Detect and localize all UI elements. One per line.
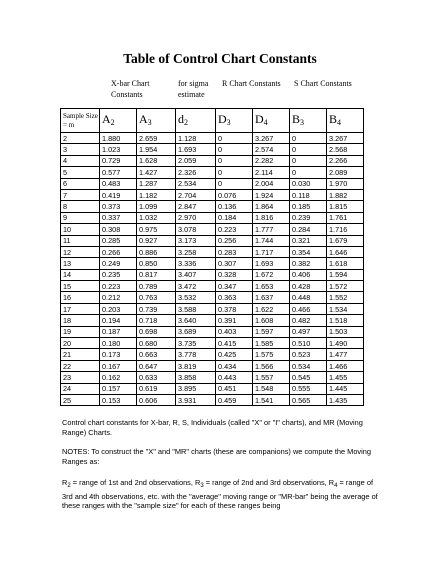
table-cell: 9 — [61, 212, 100, 223]
table-cell: 1.032 — [137, 212, 176, 223]
table-cell: 0.565 — [290, 394, 327, 405]
table-cell: 0.321 — [290, 235, 327, 246]
table-cell: 2.266 — [327, 155, 364, 166]
table-cell: 0.347 — [216, 281, 253, 292]
table-cell: 0 — [290, 133, 327, 144]
table-cell: 15 — [61, 281, 100, 292]
table-row — [61, 201, 364, 212]
table-cell: 0 — [216, 167, 253, 178]
table-cell: 1.608 — [253, 315, 290, 326]
table-cell: 0.194 — [100, 315, 137, 326]
table-cell: 0.307 — [216, 258, 253, 269]
table-cell: 0.663 — [137, 349, 176, 360]
table-row — [61, 303, 364, 314]
table-row — [61, 394, 364, 405]
table-cell: 2.704 — [176, 189, 216, 200]
table-cell: 0.434 — [216, 360, 253, 371]
table-cell: 3.931 — [176, 394, 216, 405]
table-cell: 0.203 — [100, 303, 137, 314]
table-cell: 3.336 — [176, 258, 216, 269]
table-cell: 4 — [61, 155, 100, 166]
table-cell: 0.239 — [290, 212, 327, 223]
table-cell: 1.882 — [327, 189, 364, 200]
table-cell: 3.472 — [176, 281, 216, 292]
table-row — [61, 133, 364, 144]
column-header-d4: $D_4$ — [253, 109, 290, 133]
table-cell: 0.886 — [137, 246, 176, 257]
table-cell: 3.267 — [327, 133, 364, 144]
table-cell: 0.483 — [100, 178, 137, 189]
table-cell: 1.572 — [327, 281, 364, 292]
table-cell: 0.419 — [100, 189, 137, 200]
table-cell: 0.545 — [290, 372, 327, 383]
table-cell: 0.180 — [100, 338, 137, 349]
table-cell: 0.391 — [216, 315, 253, 326]
table-cell: 3.267 — [253, 133, 290, 144]
table-row — [61, 372, 364, 383]
table-cell: 2.282 — [253, 155, 290, 166]
table-cell: 3.588 — [176, 303, 216, 314]
table-cell: 0.415 — [216, 338, 253, 349]
table-cell: 1.445 — [327, 383, 364, 394]
table-cell: 3.173 — [176, 235, 216, 246]
table-cell: 18 — [61, 315, 100, 326]
table-cell: 0.466 — [290, 303, 327, 314]
table-cell: 0.443 — [216, 372, 253, 383]
table-cell: 0.308 — [100, 224, 137, 235]
table-cell: 0.459 — [216, 394, 253, 405]
table-cell: 0.729 — [100, 155, 137, 166]
table-cell: 1.427 — [137, 167, 176, 178]
table-cell: 1.864 — [253, 201, 290, 212]
table-cell: 1.679 — [327, 235, 364, 246]
column-header-d2: $d_2$ — [176, 109, 216, 133]
table-row — [61, 360, 364, 371]
table-row — [61, 269, 364, 280]
table-cell: 3.689 — [176, 326, 216, 337]
table-cell: 1.637 — [253, 292, 290, 303]
table-cell: 0.235 — [100, 269, 137, 280]
table-cell: 1.597 — [253, 326, 290, 337]
table-cell: 1.490 — [327, 338, 364, 349]
table-cell: 1.477 — [327, 349, 364, 360]
table-cell: 1.128 — [176, 133, 216, 144]
table-cell: 0.223 — [100, 281, 137, 292]
table-cell: 0.448 — [290, 292, 327, 303]
table-cell: 0 — [290, 155, 327, 166]
table-cell: 1.518 — [327, 315, 364, 326]
table-row — [61, 292, 364, 303]
table-cell: 0.173 — [100, 349, 137, 360]
table-cell: 7 — [61, 189, 100, 200]
table-cell: 0 — [216, 178, 253, 189]
table-cell: 0.284 — [290, 224, 327, 235]
table-cell: 0.184 — [216, 212, 253, 223]
table-cell: 20 — [61, 338, 100, 349]
table-row — [61, 383, 364, 394]
table-cell: 0.606 — [137, 394, 176, 405]
table-cell: 1.924 — [253, 189, 290, 200]
table-row — [61, 246, 364, 257]
sigma-header: for sigma estimate — [178, 79, 209, 99]
table-cell: 6 — [61, 178, 100, 189]
table-cell: 0.378 — [216, 303, 253, 314]
r-chart-header: R Chart Constants — [222, 79, 281, 88]
table-row — [61, 212, 364, 223]
table-cell: 0 — [216, 155, 253, 166]
table-cell: 0.927 — [137, 235, 176, 246]
table-row — [61, 315, 364, 326]
table-cell: 0.817 — [137, 269, 176, 280]
table-cell: 2.970 — [176, 212, 216, 223]
table-cell: 3.258 — [176, 246, 216, 257]
table-cell: 0 — [216, 133, 253, 144]
table-cell: 1.693 — [253, 258, 290, 269]
table-row — [61, 144, 364, 155]
table-cell: 0.680 — [137, 338, 176, 349]
table-cell: 1.575 — [253, 349, 290, 360]
table-cell: 1.761 — [327, 212, 364, 223]
table-cell: 3.532 — [176, 292, 216, 303]
table-cell: 2.659 — [137, 133, 176, 144]
table-cell: 25 — [61, 394, 100, 405]
table-cell: 0.283 — [216, 246, 253, 257]
table-cell: 1.653 — [253, 281, 290, 292]
table-cell: 21 — [61, 349, 100, 360]
table-cell: 11 — [61, 235, 100, 246]
table-cell: 1.534 — [327, 303, 364, 314]
table-cell: 0.373 — [100, 201, 137, 212]
table-cell: 0.510 — [290, 338, 327, 349]
table-cell: 0.619 — [137, 383, 176, 394]
table-cell: 0.763 — [137, 292, 176, 303]
table-header-row — [61, 109, 364, 133]
table-cell: 0.285 — [100, 235, 137, 246]
column-header-a3: $A_3$ — [137, 109, 176, 133]
table-cell: 1.566 — [253, 360, 290, 371]
table-cell: 0.647 — [137, 360, 176, 371]
table-row — [61, 155, 364, 166]
table-cell: 8 — [61, 201, 100, 212]
table-row — [61, 189, 364, 200]
table-cell: 13 — [61, 258, 100, 269]
table-cell: 0.212 — [100, 292, 137, 303]
table-cell: 0.030 — [290, 178, 327, 189]
table-cell: 0.534 — [290, 360, 327, 371]
table-cell: 1.622 — [253, 303, 290, 314]
table-cell: 3.895 — [176, 383, 216, 394]
table-cell: 0.718 — [137, 315, 176, 326]
table-cell: 3.858 — [176, 372, 216, 383]
table-cell: 1.880 — [100, 133, 137, 144]
constants-table — [60, 108, 364, 406]
table-cell: 22 — [61, 360, 100, 371]
table-cell: 3 — [61, 144, 100, 155]
table-cell: 0.497 — [290, 326, 327, 337]
table-cell: 5 — [61, 167, 100, 178]
table-cell: 0.076 — [216, 189, 253, 200]
table-cell: 0.223 — [216, 224, 253, 235]
table-cell: 0.136 — [216, 201, 253, 212]
table-cell: 0.555 — [290, 383, 327, 394]
table-cell: 2.004 — [253, 178, 290, 189]
table-cell: 1.287 — [137, 178, 176, 189]
table-cell: 23 — [61, 372, 100, 383]
table-row — [61, 338, 364, 349]
column-header-b4: $B_4$ — [327, 109, 364, 133]
table-cell: 0.337 — [100, 212, 137, 223]
table-cell: 1.716 — [327, 224, 364, 235]
table-row — [61, 349, 364, 360]
table-row — [61, 178, 364, 189]
table-cell: 1.594 — [327, 269, 364, 280]
table-row — [61, 281, 364, 292]
table-cell: 0.789 — [137, 281, 176, 292]
table-cell: 1.815 — [327, 201, 364, 212]
table-cell: 1.585 — [253, 338, 290, 349]
table-cell: 0.406 — [290, 269, 327, 280]
xbar-header: X-bar Chart Constants — [111, 79, 150, 99]
table-cell: 3.407 — [176, 269, 216, 280]
column-header-b3: $B_3$ — [290, 109, 327, 133]
table-cell: 17 — [61, 303, 100, 314]
note-range-definitions: $R_2$ = range of 1st and 2nd observations, $R_3$ = range of 2nd and 3rd observations, $R_4$ = range of 3rd and 4th observations, etc. with the "average" moving range or "MR-bar" being the average of these ranges with the "sample size" for each of these ranges being — [62, 478, 378, 511]
table-cell: 10 — [61, 224, 100, 235]
table-cell: 1.099 — [137, 201, 176, 212]
table-cell: 1.455 — [327, 372, 364, 383]
column-header-d3: $D_3$ — [216, 109, 253, 133]
table-cell: 1.541 — [253, 394, 290, 405]
table-cell: 24 — [61, 383, 100, 394]
table-cell: 2.114 — [253, 167, 290, 178]
table-cell: 1.548 — [253, 383, 290, 394]
table-cell: 0.739 — [137, 303, 176, 314]
table-cell: 1.816 — [253, 212, 290, 223]
table-cell: 0.363 — [216, 292, 253, 303]
table-cell: 0.328 — [216, 269, 253, 280]
table-cell: 2.326 — [176, 167, 216, 178]
table-cell: 0.451 — [216, 383, 253, 394]
table-cell: 0.162 — [100, 372, 137, 383]
table-cell: 1.954 — [137, 144, 176, 155]
table-cell: 0 — [290, 144, 327, 155]
table-cell: 0.523 — [290, 349, 327, 360]
table-cell: 2 — [61, 133, 100, 144]
table-cell: 0.850 — [137, 258, 176, 269]
table-cell: 1.717 — [253, 246, 290, 257]
table-cell: 1.672 — [253, 269, 290, 280]
table-row — [61, 235, 364, 246]
table-cell: 0.428 — [290, 281, 327, 292]
table-cell: 0.185 — [290, 201, 327, 212]
table-cell: 0.425 — [216, 349, 253, 360]
table-cell: 0.153 — [100, 394, 137, 405]
table-cell: 0.187 — [100, 326, 137, 337]
table-cell: 0.633 — [137, 372, 176, 383]
table-row — [61, 326, 364, 337]
table-cell: 1.466 — [327, 360, 364, 371]
column-header-sample-size: Sample Size = m — [61, 109, 100, 133]
table-cell: 19 — [61, 326, 100, 337]
table-cell: 1.777 — [253, 224, 290, 235]
column-header-a2: $A_2$ — [100, 109, 137, 133]
table-cell: 1.023 — [100, 144, 137, 155]
table-cell: 0.157 — [100, 383, 137, 394]
table-cell: 1.552 — [327, 292, 364, 303]
table-cell: 0.975 — [137, 224, 176, 235]
table-cell: 3.640 — [176, 315, 216, 326]
table-cell: 1.618 — [327, 258, 364, 269]
table-cell: 0.249 — [100, 258, 137, 269]
table-cell: 2.089 — [327, 167, 364, 178]
table-cell: 0.403 — [216, 326, 253, 337]
table-cell: 0.577 — [100, 167, 137, 178]
table-cell: 1.557 — [253, 372, 290, 383]
table-cell: 0.118 — [290, 189, 327, 200]
s-chart-header: S Chart Constants — [294, 79, 352, 88]
table-cell: 0 — [216, 144, 253, 155]
table-cell: 3.778 — [176, 349, 216, 360]
table-row — [61, 258, 364, 269]
table-cell: 2.534 — [176, 178, 216, 189]
table-cell: 1.970 — [327, 178, 364, 189]
table-cell: 1.744 — [253, 235, 290, 246]
table-cell: 2.847 — [176, 201, 216, 212]
table-cell: 0.698 — [137, 326, 176, 337]
table-cell: 0.482 — [290, 315, 327, 326]
note-intro: Control chart constants for X-bar, R, S, Individuals (called "X" or "I" charts), and MR (Moving Range) Charts. — [62, 418, 363, 437]
page-title: Table of Control Chart Constants — [123, 51, 317, 66]
table-cell: 3.819 — [176, 360, 216, 371]
note-moving-ranges: NOTES: To construct the "X" and "MR" charts (these are companions) we compute the Moving Ranges as: — [62, 447, 371, 466]
table-cell: 1.503 — [327, 326, 364, 337]
table-cell: 2.574 — [253, 144, 290, 155]
table-cell: 0.266 — [100, 246, 137, 257]
table-cell: 1.435 — [327, 394, 364, 405]
table-cell: 2.568 — [327, 144, 364, 155]
table-cell: 12 — [61, 246, 100, 257]
table-cell: 14 — [61, 269, 100, 280]
table-row — [61, 224, 364, 235]
table-row — [61, 167, 364, 178]
table-cell: 3.078 — [176, 224, 216, 235]
table-cell: 0 — [290, 167, 327, 178]
table-cell: 0.256 — [216, 235, 253, 246]
table-cell: 0.167 — [100, 360, 137, 371]
table-cell: 0.382 — [290, 258, 327, 269]
table-cell: 1.693 — [176, 144, 216, 155]
table-cell: 0.354 — [290, 246, 327, 257]
table-cell: 1.182 — [137, 189, 176, 200]
table-cell: 1.646 — [327, 246, 364, 257]
table-cell: 16 — [61, 292, 100, 303]
table-cell: 2.059 — [176, 155, 216, 166]
table-cell: 3.735 — [176, 338, 216, 349]
table-cell: 1.628 — [137, 155, 176, 166]
